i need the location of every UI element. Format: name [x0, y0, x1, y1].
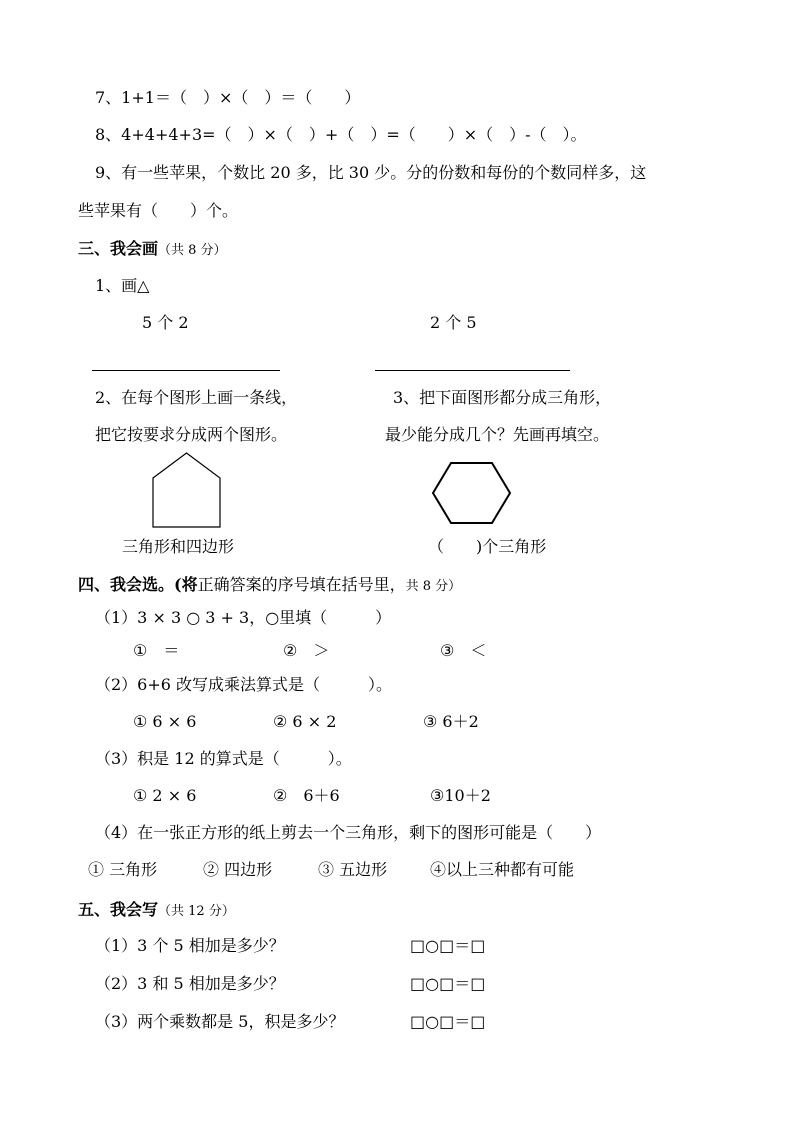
- draw-2-line-2: 把它按要求分成两个图形。: [95, 425, 288, 444]
- section-5-heading: [78, 902, 235, 918]
- draw-2-line-1: 2、在每个图形上画一条线，: [95, 388, 298, 407]
- section-4-instruction: 正确答案的序号填在括号里，: [197, 575, 406, 594]
- question-9-line-1: 9、有一些苹果，个数比 20 多，比 30 少。分的份数和每份的个数同样多，这: [95, 163, 647, 182]
- choice-3-option-b: ② 6＋6: [273, 786, 340, 805]
- draw-3-line-2: 最少能分成几个？先画再填空。: [385, 425, 610, 444]
- question-7: 7、1+1＝（ ）×（ ）＝（ ）: [95, 88, 361, 107]
- draw-1-right-answer-line: [375, 370, 570, 371]
- draw-3-line-1: 3、把下面图形都分成三角形，: [393, 388, 612, 407]
- choice-4-question: （4）在一张正方形的纸上剪去一个三角形，剩下的图形可能是（ ）: [95, 823, 602, 842]
- write-2-question: （2）3 和 5 相加是多少？: [95, 974, 285, 993]
- draw-1-label: 1、画△: [95, 276, 150, 295]
- choice-4-option-c: ③ 五边形: [318, 860, 388, 879]
- draw-1-left-prompt: 5 个 2: [142, 313, 189, 332]
- choice-3-option-c: ③10＋2: [430, 786, 491, 805]
- choice-2-option-b: ② 6 × 2: [273, 712, 337, 731]
- section-3-heading: [78, 241, 227, 257]
- question-8: 8、4+4+4+3=（ ）×（ ）+（ ）=（ ）×（ ）-（ ）。: [95, 125, 587, 144]
- choice-2-question: （2）6+6 改写成乘法算式是（ ）。: [95, 675, 393, 694]
- choice-2-option-c: ③ 6＋2: [423, 712, 479, 731]
- choice-1-option-a: ① ＝: [133, 641, 180, 660]
- section-4-score: 共 8 分）: [405, 579, 462, 594]
- choice-3-question: （3）积是 12 的算式是（ ）。: [95, 749, 352, 768]
- draw-1-left-answer-line: [92, 370, 280, 371]
- choice-4-option-b: ② 四边形: [203, 860, 273, 879]
- choice-4-option-a: ① 三角形: [88, 860, 158, 879]
- hexagon-figure: [432, 461, 514, 527]
- draw-3-caption: （ )个三角形: [428, 537, 547, 556]
- write-1-equation-template: □○□＝□: [410, 936, 486, 955]
- section-4-heading: [78, 577, 461, 593]
- section-5-score: （共 12 分）: [158, 904, 235, 919]
- choice-2-option-a: ① 6 × 6: [133, 712, 197, 731]
- question-9-line-2: 些苹果有（ ）个。: [78, 201, 239, 220]
- write-3-question: （3）两个乘数都是 5，积是多少？: [95, 1012, 345, 1031]
- draw-2-caption: 三角形和四边形: [122, 537, 235, 556]
- draw-1-right-prompt: 2 个 5: [430, 313, 477, 332]
- write-2-equation-template: □○□＝□: [410, 974, 486, 993]
- write-1-question: （1）3 个 5 相加是多少？: [95, 936, 285, 955]
- write-3-equation-template: □○□＝□: [410, 1012, 486, 1031]
- pentagon-house-figure: [150, 450, 225, 530]
- choice-3-option-a: ① 2 × 6: [133, 786, 197, 805]
- choice-1-option-c: ③ ＜: [440, 641, 487, 660]
- section-4-title: 四、我会选。(将: [78, 575, 198, 594]
- section-3-title: 三、我会画: [78, 239, 159, 258]
- section-3-score: （共 8 分）: [158, 243, 227, 258]
- section-5-title: 五、我会写: [78, 900, 159, 919]
- choice-1-option-b: ② ＞: [283, 641, 330, 660]
- choice-4-option-d: ④以上三种都有可能: [430, 860, 575, 879]
- choice-1-question: （1）3 × 3 ○ 3 + 3，○里填（ ）: [95, 608, 392, 627]
